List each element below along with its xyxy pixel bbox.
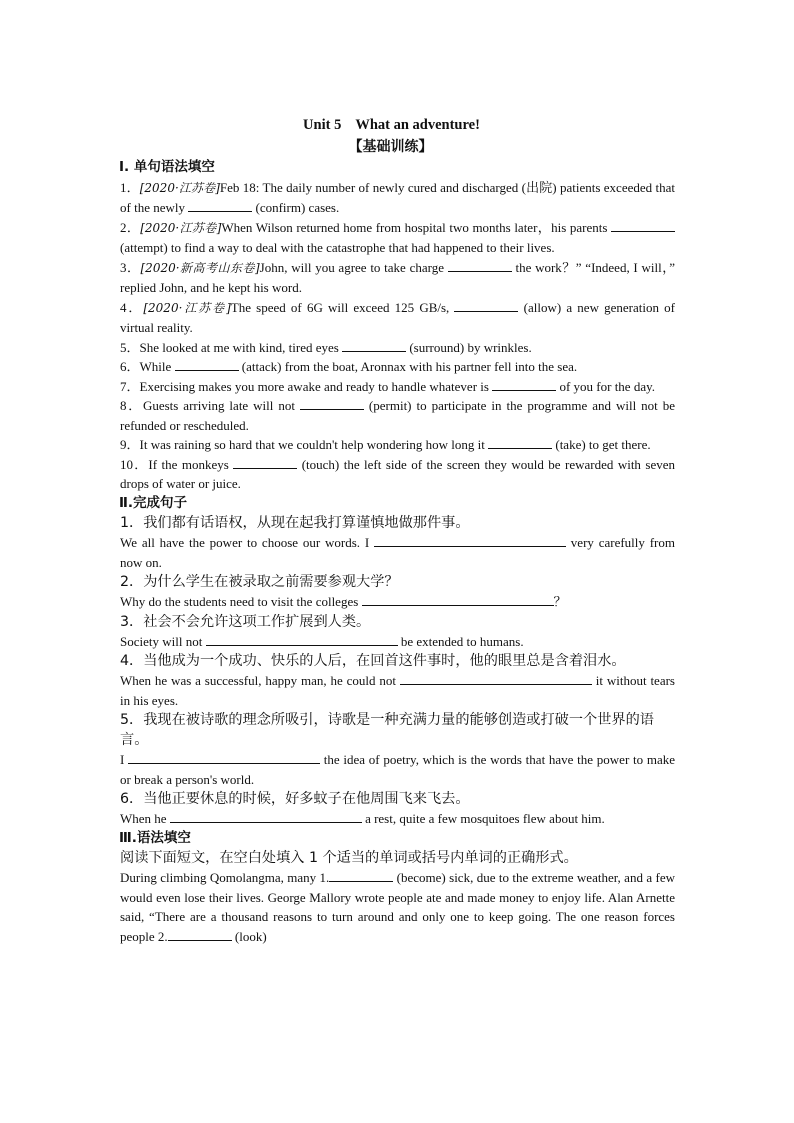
question-item — [120, 357, 675, 377]
passage-text-1: During climbing Qomolangma, many 1. — [120, 870, 330, 885]
answer-blank[interactable] — [492, 379, 556, 391]
unit-label: Unit 5 — [303, 117, 342, 133]
question-text-end: (permit) to participate in the programme and will not be refunded or rescheduled. — [120, 398, 676, 433]
worksheet-page — [120, 114, 675, 946]
question-text: If the monkeys — [148, 456, 234, 472]
chinese-sentence: 2．为什么学生在被录取之前需要参观大学？ — [120, 574, 399, 590]
section-3-instruction: 阅读下面短文，在空白处填入 1 个适当的单词或括号内单词的正确形式。 — [120, 850, 578, 866]
english-sentence — [120, 750, 675, 789]
question-text: Feb 18: The daily number of newly cured and discharged (出院) patients exceeded that of the newly — [120, 179, 675, 215]
sentence-text-end: a rest, quite a few mosquitoes flew about him. — [361, 811, 605, 826]
chinese-sentence: 3．社会不会允许这项工作扩展到人类。 — [120, 613, 371, 630]
answer-blank[interactable] — [233, 457, 297, 469]
question-text-end: of you for the day. — [556, 378, 655, 394]
question-number: 4． — [120, 299, 144, 315]
answer-blank[interactable] — [300, 398, 364, 410]
answer-blank[interactable] — [342, 340, 406, 352]
section-3-heading: Ⅲ.语法填空 — [119, 829, 191, 846]
question-text-end: (confirm) cases. — [252, 200, 340, 215]
question-item — [120, 435, 675, 455]
question-source: [2020·新高考山东卷] — [140, 260, 260, 275]
answer-blank[interactable] — [128, 752, 320, 764]
question-number: 8． — [120, 398, 143, 413]
question-text: The speed of 6G will exceed 125 GB/s, — [230, 299, 455, 315]
sentence-text: I — [120, 752, 129, 767]
sentence-text-end: it without tears in his eyes. — [120, 673, 675, 708]
answer-blank[interactable] — [611, 220, 675, 232]
section-2-heading: Ⅱ.完成句子 — [119, 494, 188, 511]
question-text-end: (attack) from the boat, Aronnax with his partner fell into the sea. — [238, 359, 578, 374]
question-number: 6． — [120, 359, 140, 374]
sentence-text: When he was a successful, happy man, he could not — [120, 673, 400, 688]
english-sentence — [120, 809, 675, 829]
answer-blank[interactable] — [206, 634, 398, 646]
question-text: While — [139, 359, 175, 374]
english-sentence — [120, 632, 675, 652]
answer-blank[interactable] — [362, 594, 554, 606]
answer-blank[interactable] — [175, 359, 239, 371]
sentence-text-end: very carefully from now on. — [120, 535, 675, 570]
question-text: Exercising makes you more awake and ready to handle whatever is — [139, 378, 493, 394]
question-item — [120, 455, 675, 494]
question-text-end: (allow) a new generation of virtual reality. — [120, 299, 676, 335]
sentence-text: Society will not — [120, 633, 206, 649]
question-text-end: (touch) the left side of the screen they would be rewarded with seven drops of water or juice. — [120, 456, 675, 491]
question-item — [120, 396, 675, 435]
question-item — [120, 377, 675, 397]
question-number: 10． — [120, 456, 149, 472]
question-source: [2020·江苏卷] — [139, 180, 220, 195]
question-text-end: the work？” “Indeed, I will，” replied John, and he kept his word. — [120, 259, 675, 295]
sentence-text-end: the idea of poetry, which is the words that have the power to make or break a person's world. — [120, 752, 675, 787]
sentence-text-end: ？ — [553, 594, 567, 609]
question-text: When Wilson returned home from hospital two months later，his parents — [221, 219, 611, 235]
question-item — [120, 218, 675, 258]
section-2-list — [120, 513, 675, 829]
english-sentence — [120, 671, 675, 710]
question-text: She looked at me with kind, tired eyes — [139, 339, 343, 355]
question-number: 9． — [120, 437, 140, 452]
chinese-sentence: 1．我们都有话语权，从现在起我打算谨慎地做那件事。 — [120, 515, 470, 531]
question-text: Guests arriving late will not — [142, 398, 300, 413]
sentence-text-end: be extended to humans. — [397, 633, 524, 649]
question-text-end: (attempt) to find a way to deal with the catastrophe that had happened to their lives. — [120, 240, 555, 255]
sentence-text: Why do the students need to visit the colleges — [120, 594, 362, 609]
question-item — [120, 258, 675, 298]
answer-blank[interactable] — [188, 200, 252, 212]
answer-blank[interactable] — [168, 929, 232, 941]
question-source: [2020·江苏卷] — [140, 220, 222, 235]
section-1-list — [120, 178, 675, 494]
page-subtitle: 【基础训练】 — [348, 139, 433, 155]
question-item — [120, 338, 675, 358]
question-item — [120, 298, 675, 338]
page-title — [108, 114, 675, 136]
question-text: It was raining so hard that we couldn't help wondering how long it — [139, 437, 489, 452]
sentence-text: When he — [120, 811, 170, 826]
english-sentence — [120, 592, 675, 612]
chinese-sentence: 6．当他正要休息的时候，好多蚊子在他周围飞来飞去。 — [120, 791, 470, 807]
unit-name: What an adventure! — [355, 117, 480, 133]
chinese-sentence: 5．我现在被诗歌的理念所吸引，诗歌是一种充满力量的能够创造或打破一个世界的语言。 — [120, 712, 654, 748]
answer-blank[interactable] — [488, 437, 552, 449]
answer-blank[interactable] — [170, 811, 362, 823]
answer-blank[interactable] — [400, 673, 592, 685]
english-sentence — [120, 533, 675, 572]
question-source: [2020·江苏卷] — [143, 300, 231, 315]
question-text: John, will you agree to take charge — [259, 259, 448, 275]
question-number: 1． — [120, 179, 140, 195]
chinese-sentence: 4．当他成为一个成功、快乐的人后，在回首这件事时，他的眼里总是含着泪水。 — [120, 653, 626, 669]
answer-blank[interactable] — [454, 300, 518, 312]
sentence-text: We all have the power to choose our words. I — [120, 535, 374, 550]
question-item — [120, 178, 675, 218]
question-number: 3． — [120, 259, 141, 275]
answer-blank[interactable] — [374, 535, 566, 547]
answer-blank[interactable] — [329, 870, 393, 882]
passage-text-2: (become) sick, due to the extreme weather, and a few would even lose their lives. George Mallory wrote people ate and made money to enjoy life. Alan Arnette said, “There are a thousand reasons to turn around and only one to keep going. The one reason forces people 2. — [120, 870, 675, 944]
section-1-heading: Ⅰ. 单句语法填空 — [119, 159, 215, 175]
question-text-end: (take) to get there. — [552, 437, 651, 452]
passage-text-3: (look) — [231, 928, 267, 944]
section-3-passage — [120, 868, 675, 946]
question-number: 2． — [120, 219, 141, 235]
question-number: 5． — [120, 339, 140, 355]
question-text-end: (surround) by wrinkles. — [406, 339, 532, 355]
question-number: 7． — [120, 378, 140, 394]
answer-blank[interactable] — [448, 260, 512, 272]
